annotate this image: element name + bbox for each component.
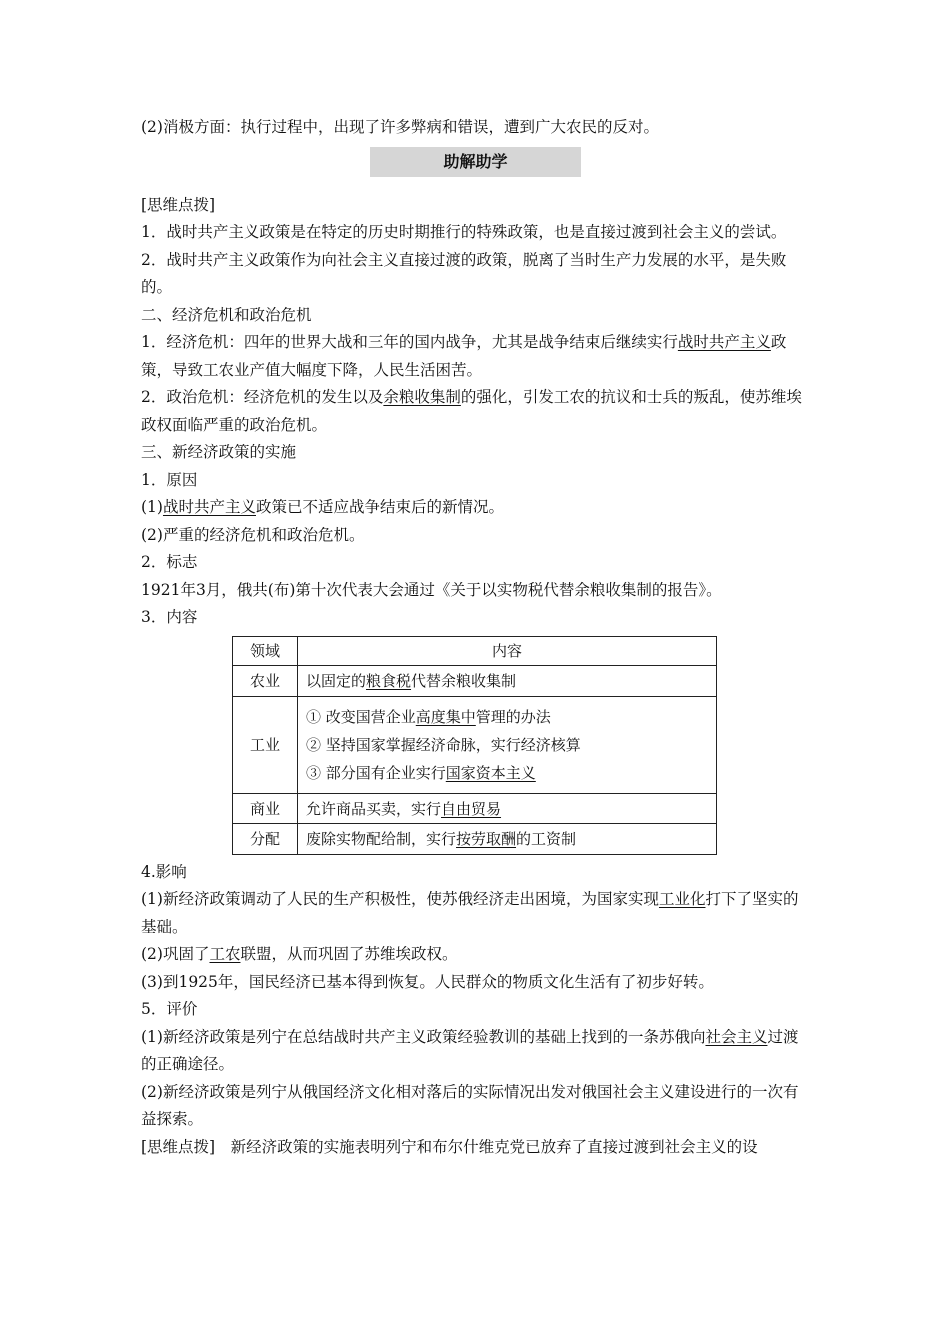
underlined-term: 粮食税 [366, 672, 412, 690]
text-span: ① 改变国营企业 [306, 707, 416, 726]
impact-2 [141, 941, 813, 969]
underlined-term: 按劳取酬 [456, 830, 517, 848]
policy-content-table [232, 636, 717, 855]
underlined-term: 高度集中 [415, 707, 476, 726]
row-content-distribution [298, 823, 717, 854]
impact-3: (3)到1925年，国民经济已基本得到恢复。人民群众的物质文化生活有了初步好转。 [141, 972, 714, 991]
row-content-commerce [298, 793, 717, 823]
text-span: 管理的办法 [475, 707, 551, 726]
text-span: (1)新经济政策是列宁在总结战时共产主义政策经验教训的基础上找到的一条苏俄向 [141, 1027, 706, 1046]
text-span: 政策已不适应战争结束后的新情况。 [255, 498, 504, 516]
underlined-term: 国家资本主义 [445, 763, 536, 782]
text-span: (2)巩固了 [141, 945, 210, 963]
header-domain: 领域 [233, 636, 298, 665]
row-content-industry [298, 696, 717, 793]
tip-item-1: 1．战时共产主义政策是在特定的历史时期推行的特殊政策，也是直接过渡到社会主义的尝试。 [141, 223, 787, 241]
banner-row [141, 142, 813, 192]
industry-item-2: ② 坚持国家掌握经济命脉，实行经济核算 [306, 735, 581, 754]
text-span: 过渡的正确途径。 [141, 1027, 799, 1073]
row-label-industry: 工业 [233, 696, 298, 793]
tip-heading: [思维点拨] [141, 195, 216, 214]
document-page [141, 114, 813, 1161]
row-label-commerce: 商业 [233, 793, 298, 823]
text-span: (1) [141, 498, 163, 516]
text-span: (1)新经济政策调动了人民的生产积极性，使苏俄经济走出困境，为国家实现 [141, 890, 659, 908]
reason-2: (2)严重的经济危机和政治危机。 [141, 525, 365, 544]
text-span: 的工资制 [516, 830, 577, 848]
row-content-agriculture [298, 665, 717, 696]
table-row [233, 665, 717, 696]
underlined-term: 工业化 [658, 890, 706, 908]
section-3-title: 三、新经济政策的实施 [141, 443, 297, 461]
table-row [233, 696, 717, 793]
row-label-distribution: 分配 [233, 823, 298, 854]
study-aid-banner: 助解助学 [370, 147, 581, 177]
underlined-term: 战时共产主义 [162, 498, 256, 516]
industry-item-1 [306, 703, 708, 731]
underlined-term: 自由贸易 [441, 799, 502, 818]
content-title: 3．内容 [141, 608, 198, 626]
underlined-term: 社会主义 [705, 1027, 768, 1046]
underlined-term: 余粮收集制 [383, 388, 461, 406]
final-tip: [思维点拨] 新经济政策的实施表明列宁和布尔什维克党已放弃了直接过渡到社会主义的设 [141, 1137, 758, 1156]
text-span: 代替余粮收集制 [411, 672, 517, 690]
economic-crisis-paragraph [141, 329, 813, 384]
text-span: 允许商品买卖，实行 [306, 799, 442, 818]
evaluation-2: (2)新经济政策是列宁从俄国经济文化相对落后的实际情况出发对俄国社会主义建设进行的一次有益探索。 [141, 1082, 799, 1128]
section-2-title: 二、经济危机和政治危机 [141, 305, 312, 324]
reason-1 [141, 494, 813, 522]
evaluation-title: 5．评价 [141, 1000, 198, 1018]
sign-text: 1921年3月，俄共(布)第十次代表大会通过《关于以实物税代替余粮收集制的报告》。 [141, 580, 722, 599]
political-crisis-paragraph [141, 384, 813, 439]
industry-item-3 [306, 759, 708, 787]
underlined-term: 工农 [209, 945, 241, 963]
header-content: 内容 [298, 636, 717, 665]
text-span: 的强化，引发工农的抗议和士兵的叛乱，使苏维埃政权面临严重的政治危机。 [141, 388, 802, 434]
underlined-term: 战时共产主义 [677, 333, 771, 351]
text-span: 打下了坚实的基础。 [141, 890, 799, 936]
text-span: 2．政治危机：经济危机的发生以及 [141, 388, 384, 406]
row-label-agriculture: 农业 [233, 665, 298, 696]
table-row [233, 793, 717, 823]
impact-1 [141, 886, 813, 941]
text-span: 联盟，从而巩固了苏维埃政权。 [240, 945, 458, 963]
reason-title: 1．原因 [141, 470, 198, 489]
evaluation-1 [141, 1024, 813, 1079]
impact-title: 4.影响 [141, 862, 187, 881]
text-span: 废除实物配给制，实行 [306, 830, 457, 848]
table-header-row [233, 636, 717, 665]
text-span: 政策，导致工农业产值大幅度下降，人民生活困苦。 [141, 333, 787, 379]
negative-aspect-line: (2)消极方面：执行过程中，出现了许多弊病和错误，遭到广大农民的反对。 [141, 118, 659, 136]
text-span: 1．经济危机：四年的世界大战和三年的国内战争，尤其是战争结束后继续实行 [141, 333, 678, 351]
sign-title: 2．标志 [141, 553, 198, 571]
table-row [233, 823, 717, 854]
text-span: 以固定的 [306, 672, 367, 690]
text-span: ③ 部分国有企业实行 [306, 763, 446, 782]
tip-item-2: 2．战时共产主义政策作为向社会主义直接过渡的政策，脱离了当时生产力发展的水平，是失败的。 [141, 250, 787, 296]
